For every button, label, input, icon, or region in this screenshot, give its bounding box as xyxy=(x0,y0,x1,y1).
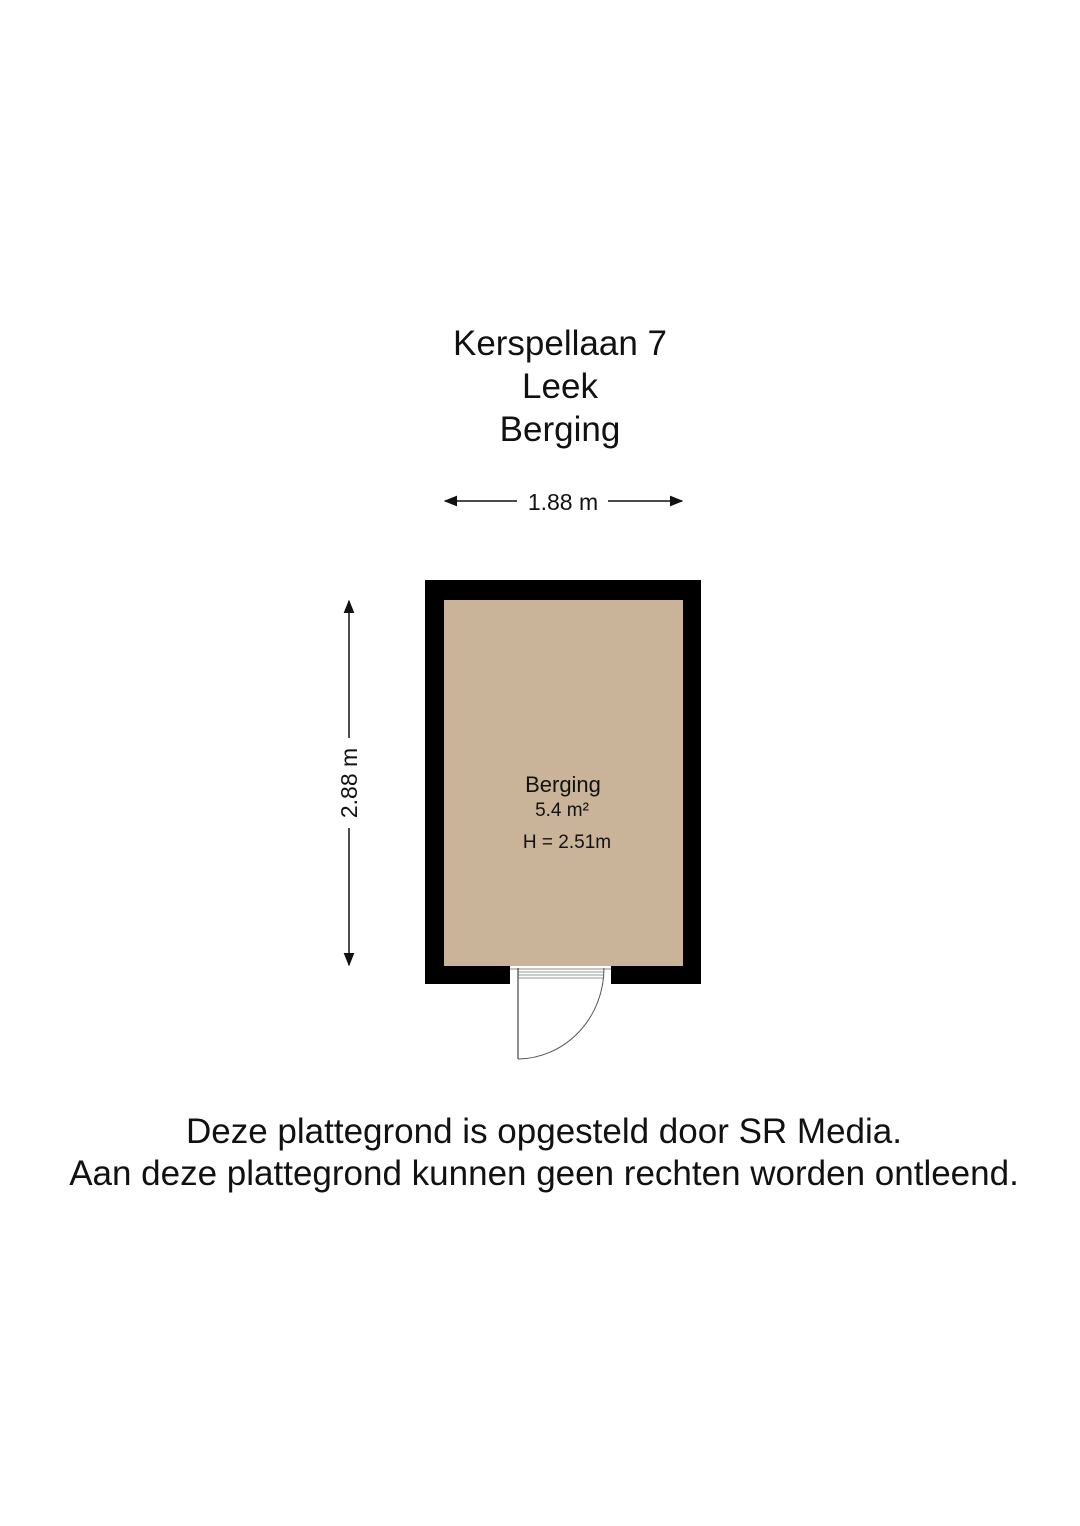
room-area: 5.4 m² xyxy=(535,800,589,821)
floor-name: Berging xyxy=(499,410,621,449)
depth-dimension xyxy=(336,601,362,965)
disclaimer-line-2: Aan deze plattegrond kunnen geen rechten worden ontleend. xyxy=(69,1154,1019,1193)
width-dimension xyxy=(445,489,682,515)
disclaimer-line-1: Deze plattegrond is opgesteld door SR Media. xyxy=(186,1112,902,1151)
depth-label: 2.88 m xyxy=(336,747,362,819)
width-label: 1.88 m xyxy=(527,489,599,515)
city: Leek xyxy=(522,367,598,406)
disclaimer xyxy=(0,1111,1080,1195)
room-name: Berging xyxy=(525,772,601,797)
address: Kerspellaan 7 xyxy=(452,324,668,363)
room-height: H = 2.51m xyxy=(522,832,612,853)
